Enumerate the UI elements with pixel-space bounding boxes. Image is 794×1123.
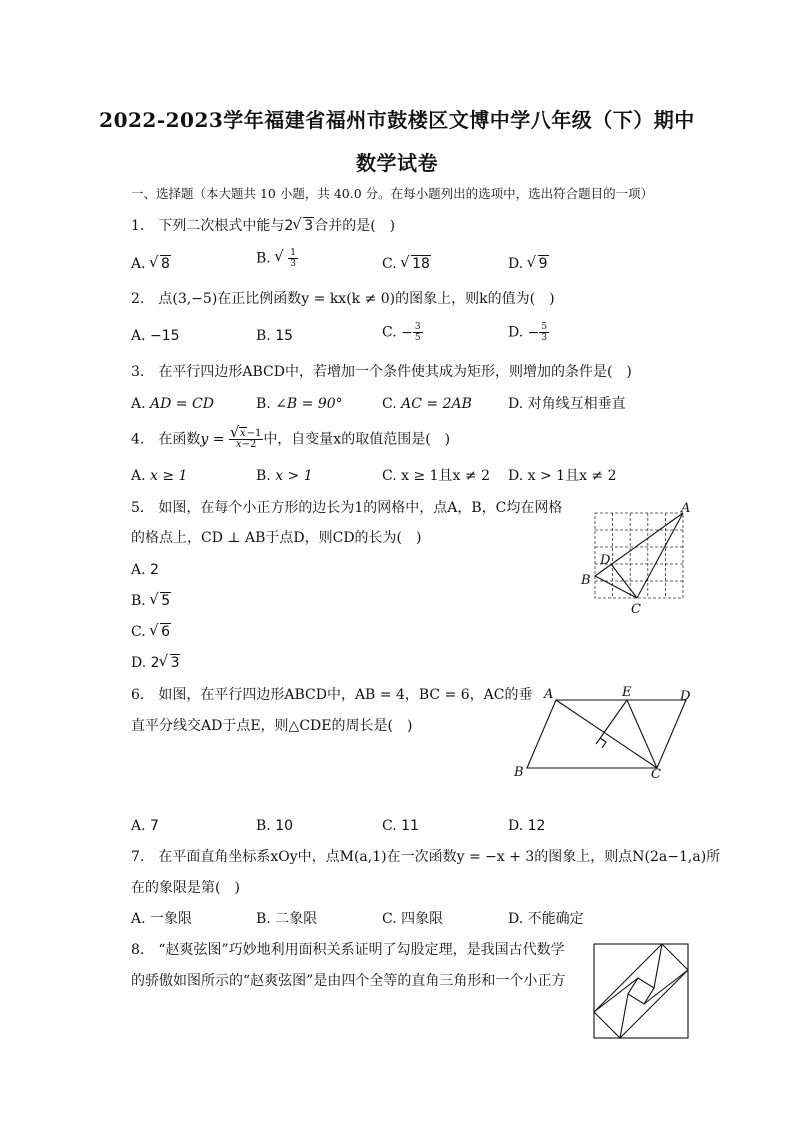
question-4-option-d[interactable] <box>508 466 617 486</box>
option-b-value: √ 5 <box>150 591 171 611</box>
question-6-parallelogram-figure <box>510 684 700 782</box>
question-5-stem-line1: 5. 如图，在每个小正方形的边长为1的网格中，点A，B，C均在网格 <box>131 500 563 516</box>
question-3-option-b[interactable] <box>256 394 343 414</box>
label-d: D <box>600 553 611 568</box>
question-7-stem-line1: 7. 在平面直角坐标系xOy中，点M(a,1)在一次函数y = −x + 3的图象上，则点N(2a−1,a)所 <box>131 849 721 865</box>
option-letter: B. <box>256 818 271 834</box>
question-5-grid-figure <box>580 500 695 615</box>
question-4-option-b[interactable] <box>256 466 313 486</box>
option-letter: B. <box>256 911 271 927</box>
question-4-stem-pre: 4. 在函数 <box>131 431 201 448</box>
question-5-option-d[interactable]: D. 2√ 3 <box>131 653 180 673</box>
label-a: A <box>544 687 554 702</box>
question-2-stem: 2. 点(3,−5)在正比例函数y = kx(k ≠ 0)的图象上，则k的值为( ) <box>131 291 555 307</box>
question-3-option-d[interactable] <box>508 394 626 414</box>
question-4-option-a[interactable] <box>131 466 187 486</box>
option-c-value: AC = 2AB <box>401 396 472 412</box>
option-a-value: AD = CD <box>150 396 214 412</box>
option-letter: A. <box>131 818 146 834</box>
question-7-option-b[interactable] <box>256 909 317 929</box>
option-letter: A. <box>131 328 146 344</box>
option-letter: A. <box>131 256 146 272</box>
exam-title-line1: 2022-2023学年福建省福州市鼓楼区文博中学八年级（下）期中 <box>99 108 695 132</box>
option-d-value: − $\frac{5}{3}$ <box>527 322 548 343</box>
question-8-zhao-shuang-figure <box>592 942 690 1040</box>
option-d-value: x > 1且x ≠ 2 <box>527 468 617 484</box>
option-d-value: √ 9 <box>528 254 549 274</box>
option-d-value: 不能确定 <box>527 911 584 927</box>
option-letter: D. <box>508 911 524 927</box>
option-d-value: √ 3 <box>160 653 181 673</box>
question-7-stem-line2: 在的象限是第( ) <box>131 880 240 896</box>
question-1-stem-pre: 1. 下列二次根式中能与 <box>131 218 285 234</box>
question-3-option-c[interactable] <box>382 394 472 414</box>
option-a-value: x ≥ 1 <box>150 468 188 484</box>
question-4-option-c[interactable] <box>382 466 490 486</box>
option-letter: C. <box>382 911 397 927</box>
question-2-option-b[interactable] <box>256 326 293 346</box>
question-2-option-c[interactable] <box>382 322 423 343</box>
option-d-value: 12 <box>527 818 546 834</box>
option-letter: D. <box>508 818 524 834</box>
option-letter: D. <box>508 324 524 341</box>
option-d-value: 对角线互相垂直 <box>527 396 626 412</box>
option-letter: B. <box>131 593 146 609</box>
option-c-value: − $\frac{3}{5}$ <box>401 322 421 343</box>
option-c-value: √ 18 <box>401 254 431 274</box>
label-c: C <box>631 602 641 617</box>
label-d: D <box>680 689 691 704</box>
option-a-value: √ 8 <box>150 254 171 274</box>
option-b-value: 15 <box>275 328 294 344</box>
option-letter: C. <box>382 818 397 834</box>
option-letter: B. <box>256 328 271 344</box>
option-letter: A. <box>131 562 146 578</box>
question-6-stem-line2: 直平分线交AD于点E，则△CDE的周长是( ) <box>131 718 413 734</box>
question-7-option-d[interactable] <box>508 909 584 929</box>
option-letter: C. <box>131 624 146 640</box>
exam-title-line2: 数学试卷 <box>356 151 438 175</box>
option-letter: D. <box>508 256 524 272</box>
option-letter: A. <box>131 911 146 927</box>
question-5-stem-line2: 的格点上，CD ⊥ AB于点D，则CD的长为( ) <box>131 530 422 546</box>
option-b-value: 二象限 <box>275 911 318 927</box>
option-letter: C. <box>382 468 397 484</box>
label-e: E <box>622 685 632 700</box>
option-b-value: √ $\frac{1}{3}$ <box>275 248 299 269</box>
option-a-value: −15 <box>150 328 180 344</box>
question-1-stem-post: 合并的是( ) <box>314 218 396 234</box>
option-c-value: 11 <box>401 818 419 834</box>
question-5-option-c[interactable] <box>131 622 171 642</box>
question-2-option-a[interactable] <box>131 326 180 346</box>
option-a-value: 2 <box>150 562 159 578</box>
option-b-value: x > 1 <box>275 468 313 484</box>
question-4-stem-post: 中，自变量x的取值范围是( ) <box>263 431 451 448</box>
option-letter: A. <box>131 468 146 484</box>
question-3-option-a[interactable] <box>131 394 214 414</box>
option-b-value: ∠B = 90° <box>275 396 343 412</box>
label-a: A <box>681 501 691 516</box>
question-5-option-b[interactable] <box>131 591 171 611</box>
question-3-stem: 3. 在平行四边形ABCD中，若增加一个条件使其成为矩形，则增加的条件是( ) <box>131 364 632 380</box>
right-angle-mark <box>600 738 606 748</box>
option-letter: C. <box>382 396 397 412</box>
option-c-value: √ 6 <box>150 622 171 642</box>
label-b: B <box>514 765 524 780</box>
option-c-value: 四象限 <box>401 911 444 927</box>
option-letter: B. <box>256 250 271 267</box>
option-letter: B. <box>256 396 271 412</box>
label-b: B <box>581 573 591 588</box>
question-1-option-a[interactable] <box>131 254 171 274</box>
option-letter: D. <box>131 655 147 671</box>
question-1-option-d[interactable] <box>508 254 549 274</box>
question-1-stem <box>131 216 395 236</box>
option-b-value: 10 <box>275 818 294 834</box>
question-6-stem-line1: 6. 如图，在平行四边形ABCD中，AB = 4，BC = 6，AC的垂 <box>131 687 533 703</box>
question-7-option-c[interactable] <box>382 909 443 929</box>
question-5-option-a[interactable] <box>131 560 159 580</box>
option-letter: D. <box>508 396 524 412</box>
option-letter: C. <box>382 324 397 341</box>
inner-square <box>628 978 654 1004</box>
question-1-radical: √ 3 <box>293 216 314 236</box>
tilted-square <box>594 944 688 1038</box>
option-letter: D. <box>508 468 524 484</box>
question-6-option-a[interactable] <box>131 816 159 836</box>
question-8-stem-line2: 的骄傲如图所示的“赵爽弦图”是由四个全等的直角三角形和一个小正方 <box>131 973 566 989</box>
question-2-option-d[interactable] <box>508 322 549 343</box>
question-6-option-d[interactable] <box>508 816 545 836</box>
option-a-value: 一象限 <box>150 911 193 927</box>
question-1-option-b[interactable] <box>256 248 299 269</box>
option-letter: C. <box>382 256 397 272</box>
question-6-option-c[interactable] <box>382 816 419 836</box>
question-6-option-b[interactable] <box>256 816 293 836</box>
option-letter: B. <box>256 468 271 484</box>
option-letter: A. <box>131 396 146 412</box>
question-1-option-c[interactable] <box>382 254 431 274</box>
question-8-stem-line1: 8. “赵爽弦图”巧妙地利用面积关系证明了勾股定理，是我国古代数学 <box>131 942 565 958</box>
label-c: C <box>651 767 661 782</box>
option-a-value: 7 <box>150 818 159 834</box>
question-4-function: √ $\frac{x-1}{x-2}$ <box>229 429 263 450</box>
outer-square <box>594 944 688 1038</box>
option-c-value: x ≥ 1且x ≠ 2 <box>401 468 490 484</box>
question-1-coefficient: 2 <box>284 218 294 234</box>
section-heading: 一、选择题（本大题共 10 小题，共 40.0 分。在每小题列出的选项中，选出符合题目的一项） <box>131 186 654 201</box>
question-7-option-a[interactable] <box>131 909 192 929</box>
question-4-stem: 4. 在函数y = √ $\frac{x-1}{x-2}$ 中，自变量x的取值范围是( ) <box>131 429 450 450</box>
